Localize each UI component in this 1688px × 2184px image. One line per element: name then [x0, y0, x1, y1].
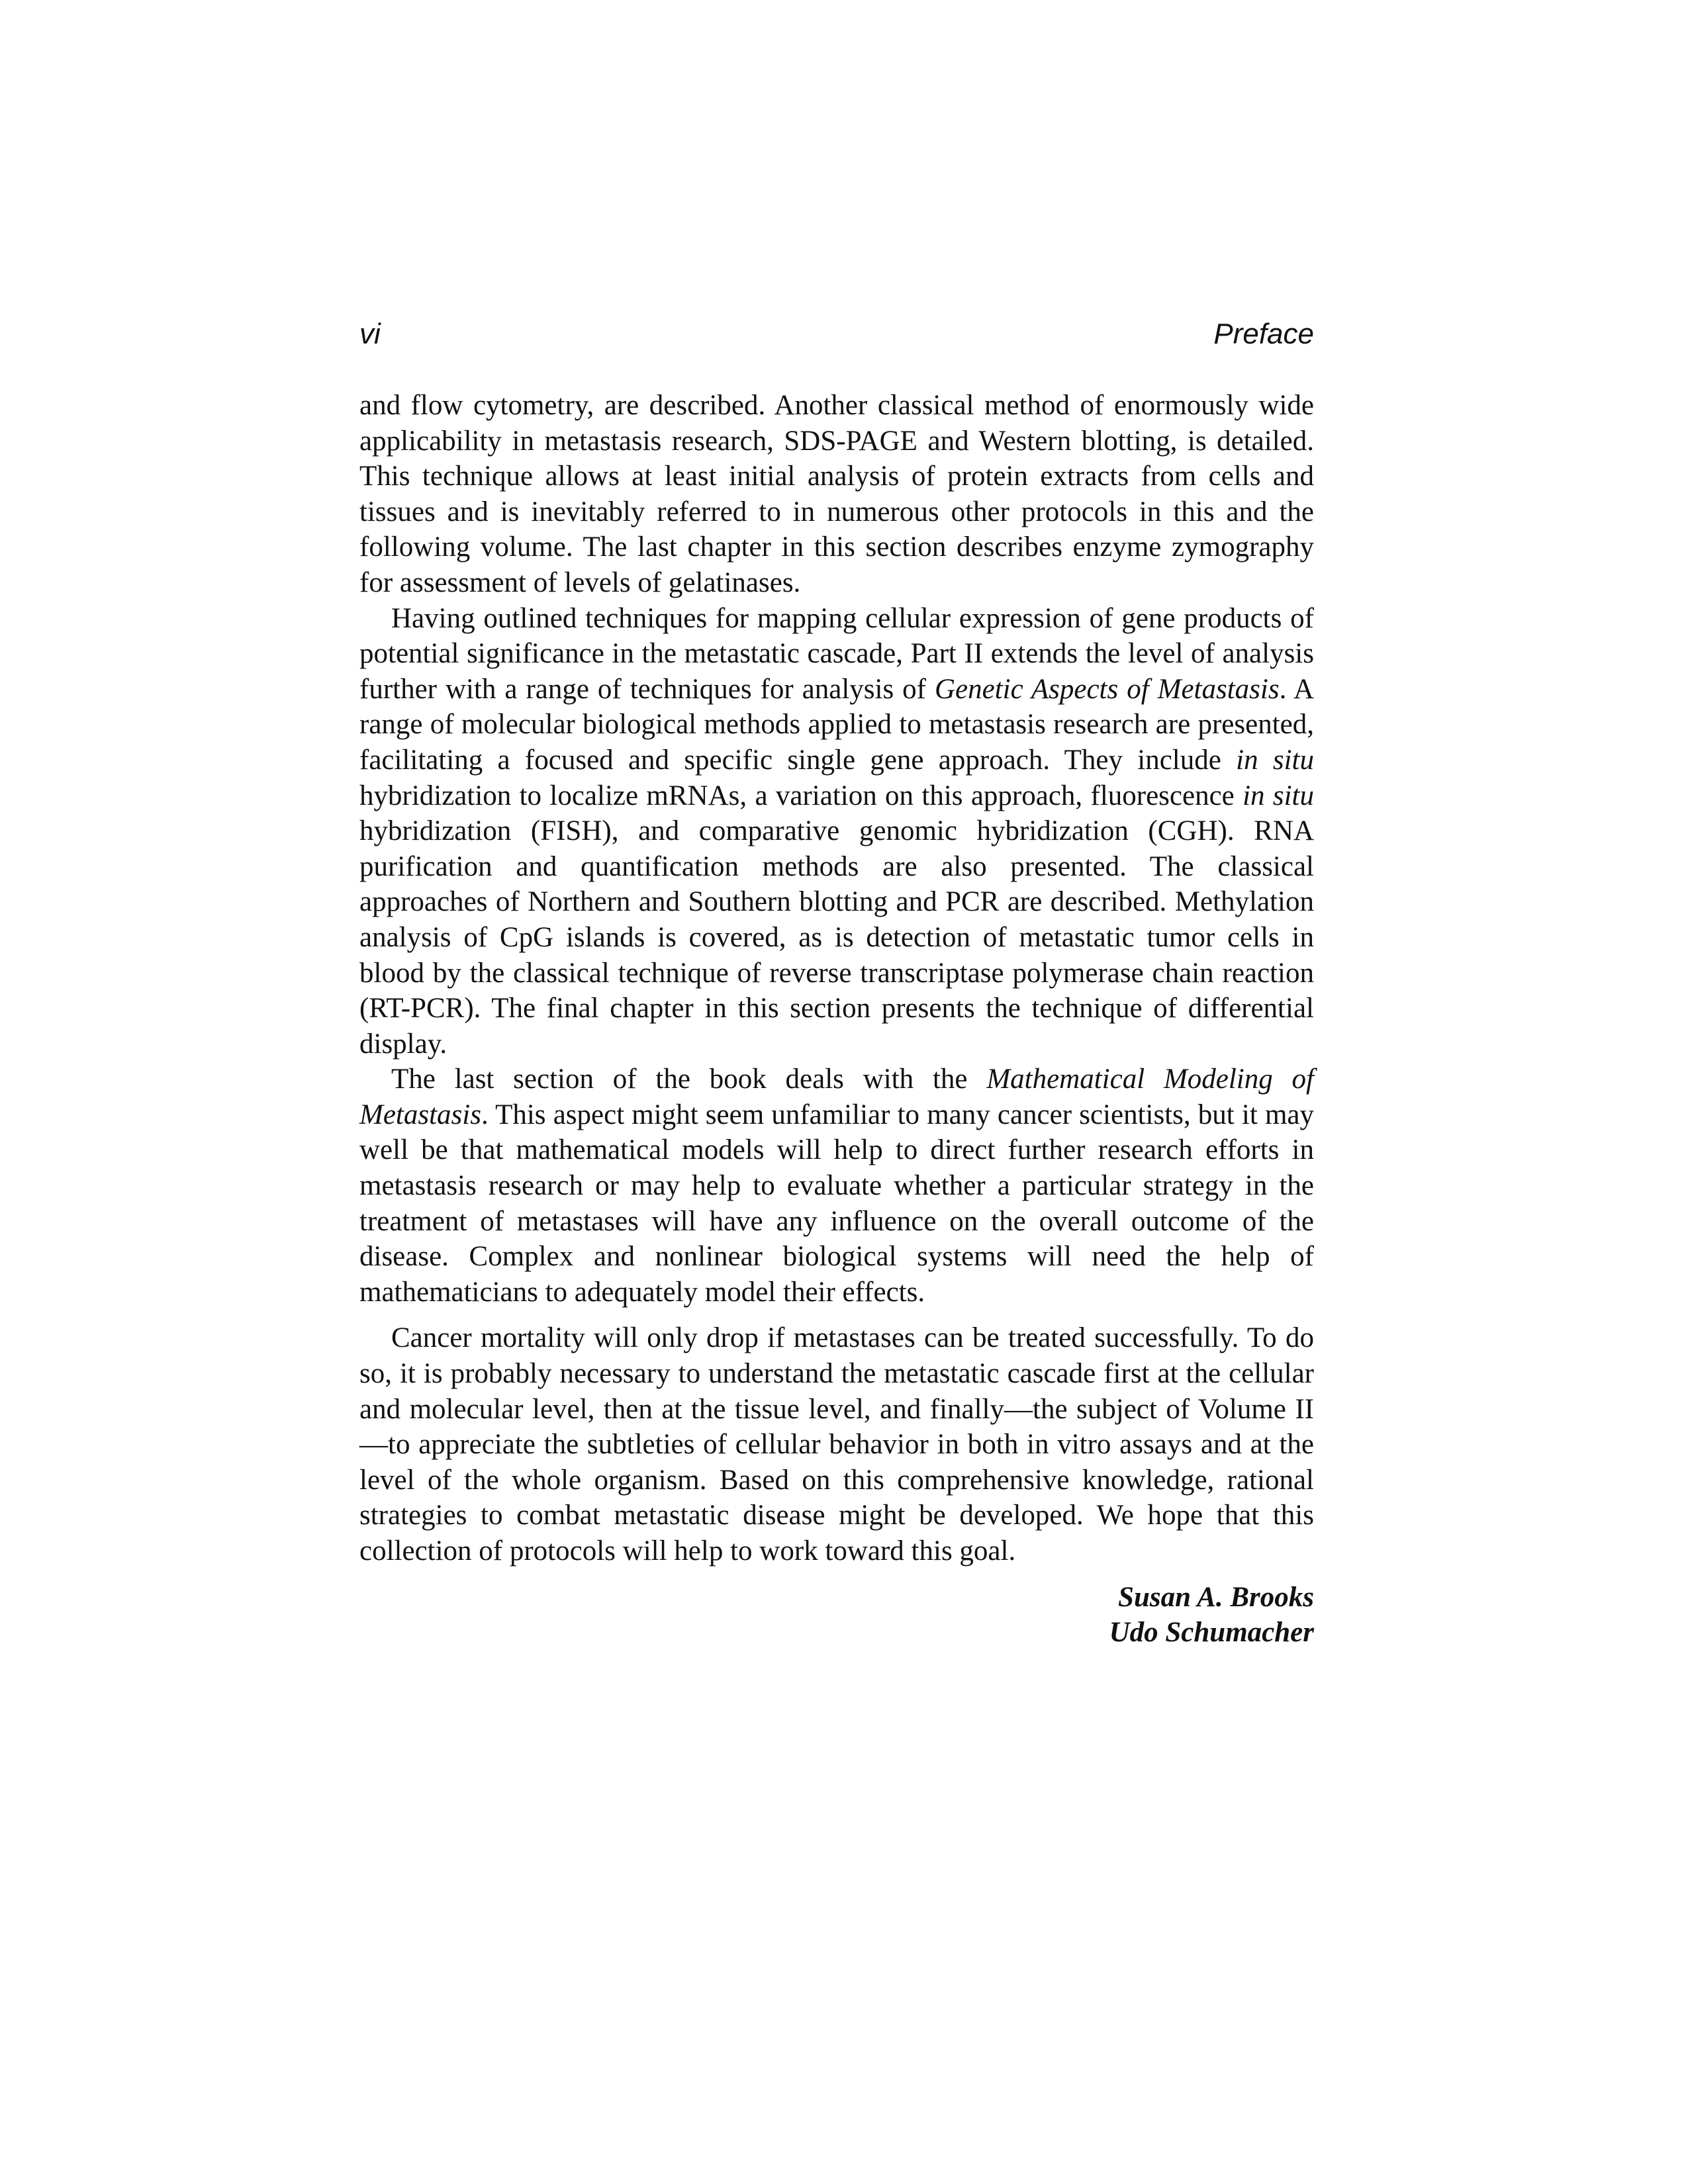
paragraph-1-text: and flow cytometry, are described. Another classical method of enormously wide applicability in metastasis research, SDS-PAGE and Western blotting, is detailed. This technique allows at least initial analysis of protein extracts from cells and tissues and is inevitably referred to in numerous other protocols in this and the following volume. The last chapter in this section describes enzyme zymography for assessment of levels of gelatinases.	[359, 390, 1314, 598]
paragraph-2-text-b: . A range of molecular biological methods applied to metastasis research are presented, facilitating a focused and specific single gene approach. They include	[359, 673, 1314, 776]
in-situ-term-2: in situ	[1243, 780, 1314, 811]
mathematical-modeling-title: Mathematical Modeling of Metastasis	[359, 1064, 1315, 1130]
paragraph-2-text-c: hybridization to localize mRNAs, a variation on this approach, fluorescence	[359, 780, 1243, 811]
paragraph-4	[359, 1320, 1314, 1569]
running-title: Preface	[1213, 318, 1314, 350]
paragraph-1	[359, 388, 1314, 601]
in-situ-term-1: in situ	[1236, 744, 1315, 776]
paragraph-2	[359, 601, 1314, 1062]
author-signature-2: Udo Schumacher	[1109, 1617, 1314, 1649]
paragraph-4-text: Cancer mortality will only drop if metastases can be treated successfully. To do so, it is probably necessary to understand the metastatic cascade first at the cellular and molecular level, then at the tissue level, and finally—the subject of Volume II—to appreciate the subtleties of cellular behavior in both in vitro assays and at the level of the whole organism. Based on this comprehensive knowledge, rational strategies to combat metastatic disease might be developed. We hope that this collection of protocols will help to work toward this goal.	[359, 1322, 1314, 1567]
paragraph-2-text-d: hybridization (FISH), and comparative genomic hybridization (CGH). RNA purification and quantification methods are also presented. The classical approaches of Northern and Southern blotting and PCR are described. Methylation analysis of CpG islands is covered, as is detection of metastatic tumor cells in blood by the classical technique of reverse transcriptase polymerase chain reaction (RT-PCR). The final chapter in this section presents the technique of differential display.	[359, 815, 1314, 1060]
page-header	[359, 311, 1314, 357]
paragraph-3-text-b: . This aspect might seem unfamiliar to many cancer scientists, but it may well be that mathematical models will help to direct further research efforts in metastasis research or may help to evaluate whether a particular strategy in the treatment of metastases will have any influence on the overall outcome of the disease. Complex and nonlinear biological systems will need the help of mathematicians to adequately model their effects.	[359, 1099, 1314, 1308]
paragraph-2-text-a: Having outlined techniques for mapping cellular expression of gene products of potential significance in the metastatic cascade, Part II extends the level of analysis further with a range of techniques for analysis of	[359, 602, 1314, 705]
paragraph-3	[359, 1062, 1314, 1310]
genetic-aspects-title: Genetic Aspects of Metastasis	[934, 673, 1280, 705]
author-signature-1: Susan A. Brooks	[1118, 1581, 1314, 1613]
paragraph-3-text-a: The last section of the book deals with the	[391, 1064, 987, 1095]
signature-block	[359, 1580, 1314, 1651]
preface-body	[359, 388, 1314, 1651]
page-number: vi	[359, 318, 381, 350]
